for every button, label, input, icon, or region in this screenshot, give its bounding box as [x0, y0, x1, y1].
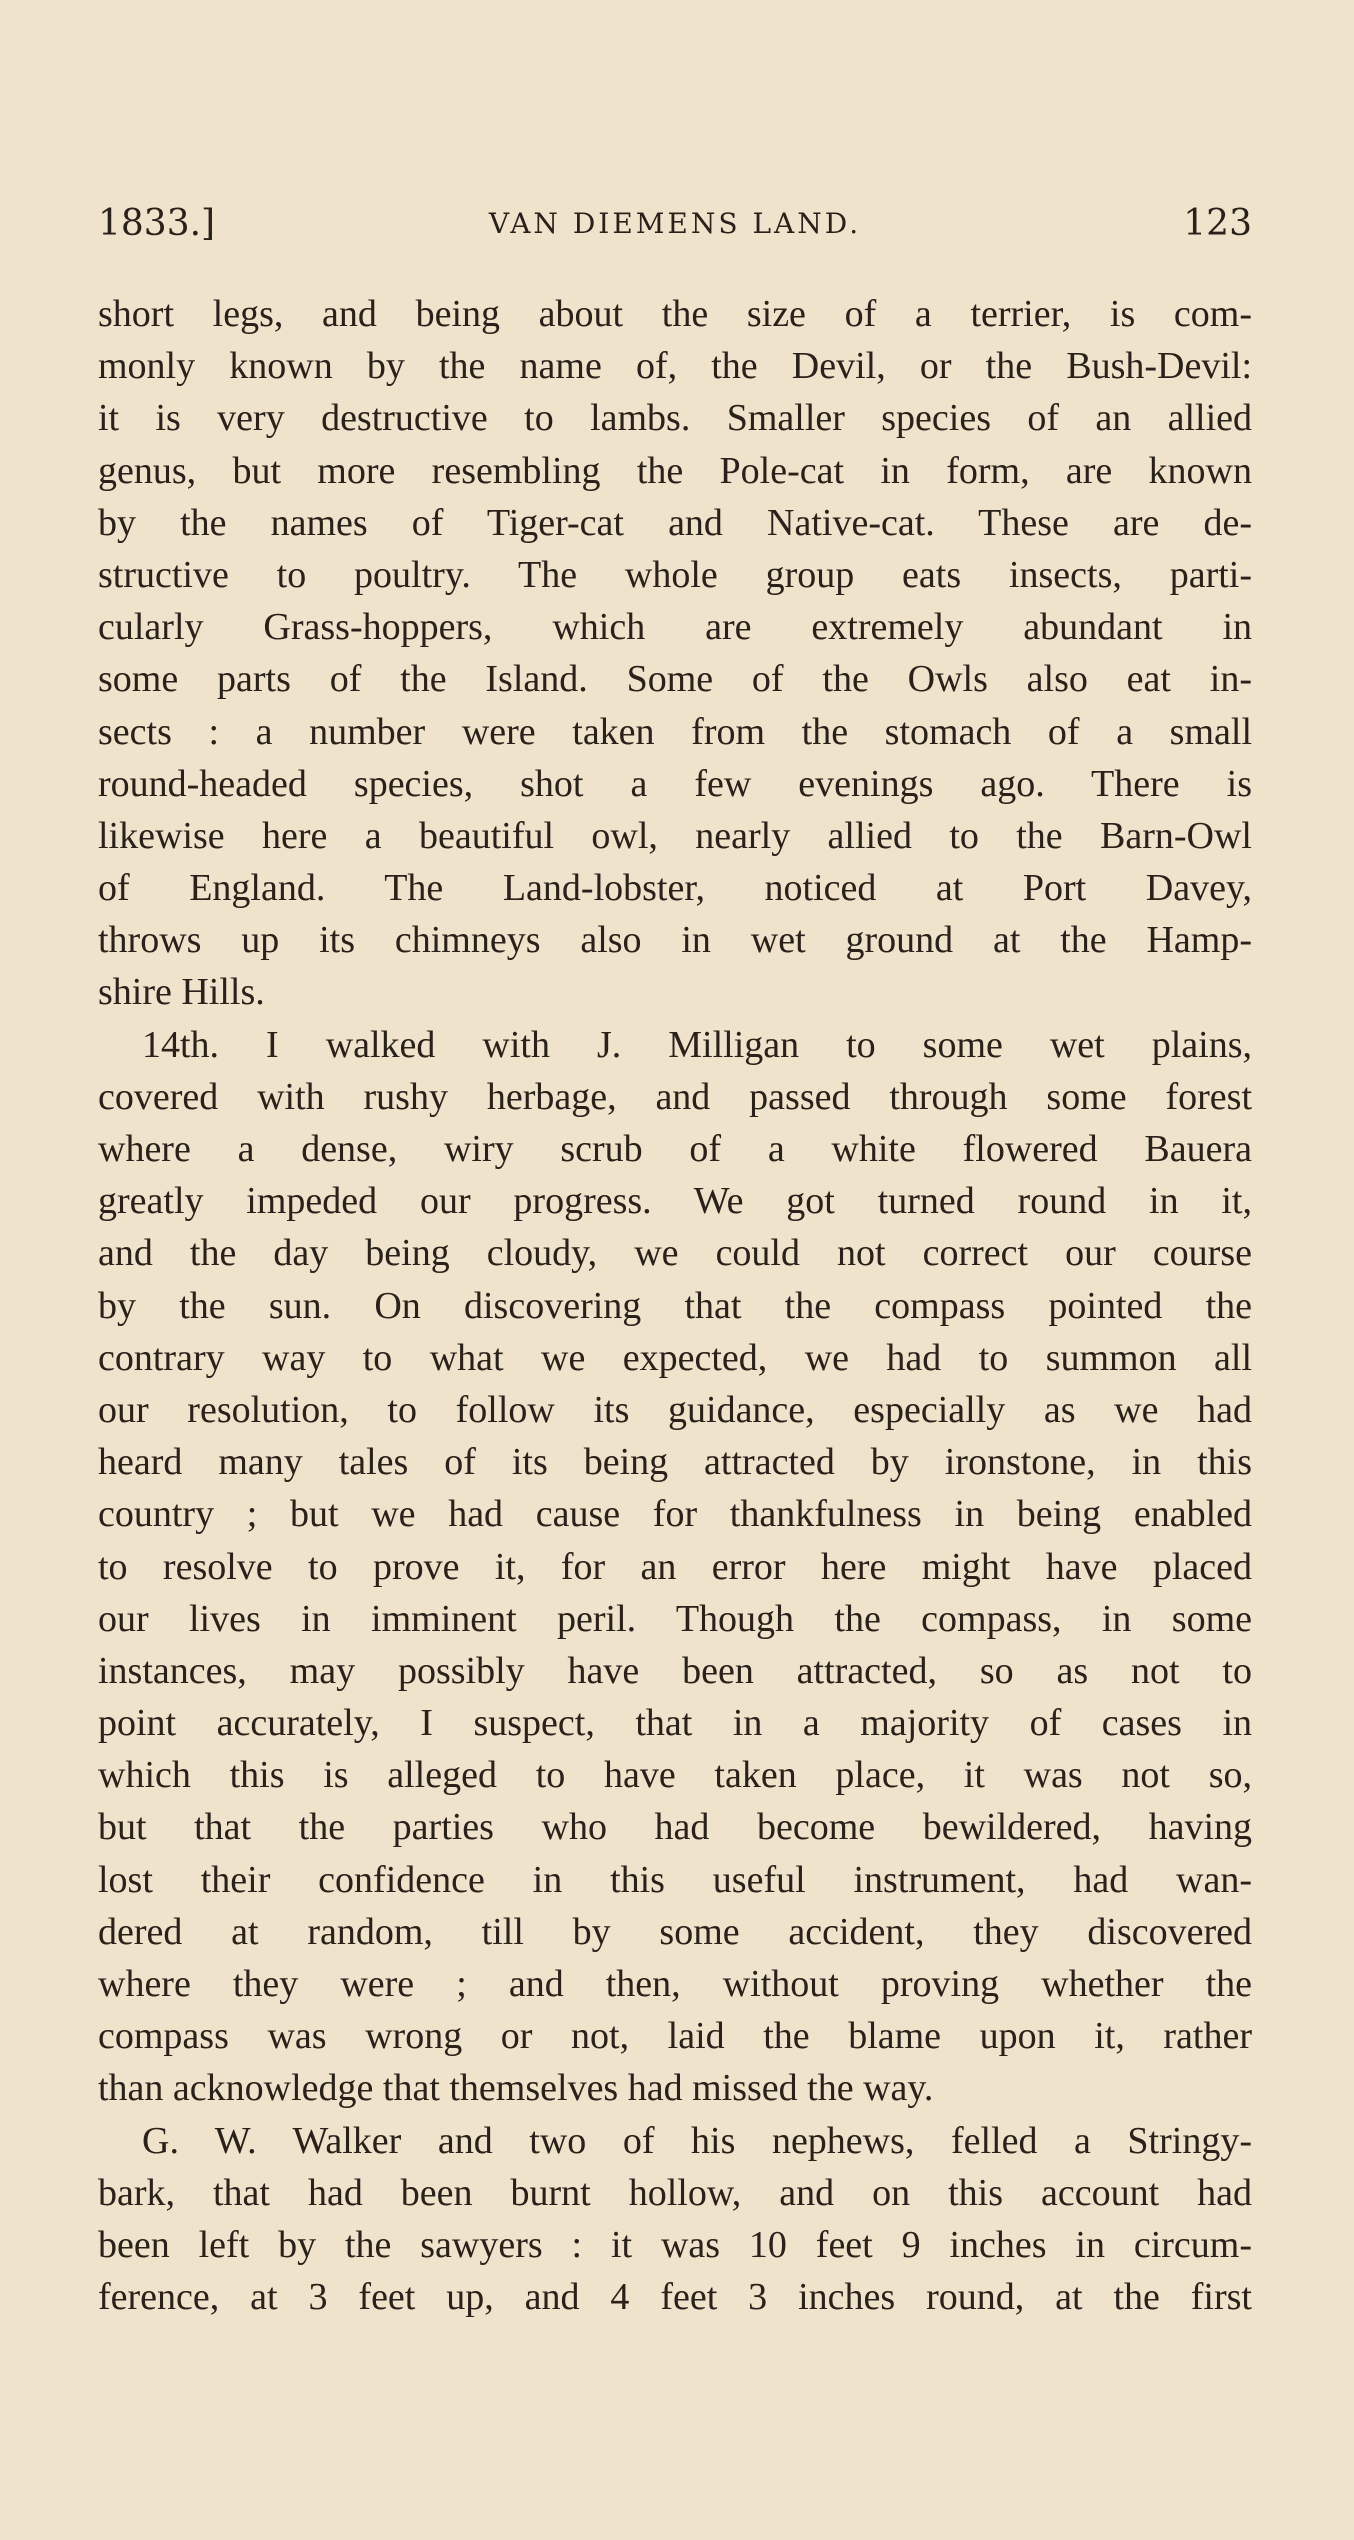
text-line: and the day being cloudy, we could not correct our course — [98, 1232, 1252, 1275]
running-header — [98, 200, 1252, 248]
text-line: lost their confidence in this useful instrument, had wan- — [98, 1858, 1252, 1901]
text-line: our lives in imminent peril. Though the compass, in some — [98, 1597, 1252, 1640]
text-line: bark, that had been burnt hollow, and on this account had — [98, 2171, 1252, 2214]
text-line: contrary way to what we expected, we had to summon all — [98, 1336, 1252, 1379]
text-line: by the sun. On discovering that the compass pointed the — [98, 1284, 1252, 1327]
text-line: by the names of Tiger-cat and Native-cat. These are de- — [98, 501, 1252, 544]
text-line: structive to poultry. The whole group eats insects, parti- — [98, 553, 1252, 596]
text-line: greatly impeded our progress. We got turned round in it, — [98, 1180, 1252, 1223]
text-line: but that the parties who had become bewildered, having — [98, 1806, 1252, 1849]
text-line: some parts of the Island. Some of the Owls also eat in- — [98, 658, 1252, 701]
text-line: to resolve to prove it, for an error here might have placed — [98, 1545, 1252, 1588]
text-line: sects : a number were taken from the stomach of a small — [98, 710, 1252, 753]
text-line: dered at random, till by some accident, they discovered — [98, 1910, 1252, 1953]
text-line: instances, may possibly have been attracted, so as not to — [98, 1649, 1252, 1692]
text-line: where a dense, wiry scrub of a white flowered Bauera — [98, 1128, 1252, 1170]
header-year: 1833.] — [98, 203, 216, 244]
text-line: monly known by the name of, the Devil, or the Bush-Devil: — [98, 345, 1252, 388]
text-line: of England. The Land-lobster, noticed at Port Davey, — [98, 867, 1252, 910]
text-line: heard many tales of its being attracted by ironstone, in this — [98, 1441, 1252, 1484]
text-line: which this is alleged to have taken place, it was not so, — [98, 1754, 1252, 1797]
text-line: country ; but we had cause for thankfulness in being enabled — [98, 1493, 1252, 1536]
text-line: shire Hills. — [98, 971, 265, 1014]
text-line: likewise here a beautiful owl, nearly allied to the Barn-Owl — [98, 814, 1252, 857]
text-line: genus, but more resembling the Pole-cat in form, are known — [98, 449, 1252, 492]
body-text — [98, 288, 1252, 2323]
text-line: throws up its chimneys also in wet ground at the Hamp- — [98, 919, 1252, 962]
text-line: been left by the sawyers : it was 10 feet 9 inches in circum- — [98, 2223, 1252, 2266]
text-line: it is very destructive to lambs. Smaller species of an allied — [98, 397, 1252, 440]
text-line: 14th. I walked with J. Milligan to some wet plains, — [142, 1023, 1252, 1066]
text-line: round-headed species, shot a few evenings ago. There is — [98, 762, 1252, 805]
text-line: than acknowledge that themselves had missed the way. — [98, 2067, 934, 2110]
text-line: cularly Grass-hoppers, which are extremely abundant in — [98, 606, 1252, 649]
text-line: compass was wrong or not, laid the blame upon it, rather — [98, 2015, 1252, 2058]
text-line: covered with rushy herbage, and passed through some forest — [98, 1075, 1252, 1118]
text-line: G. W. Walker and two of his nephews, felled a Stringy- — [142, 2119, 1252, 2162]
text-line: our resolution, to follow its guidance, especially as we had — [98, 1388, 1252, 1431]
text-line: where they were ; and then, without proving whether the — [98, 1963, 1252, 2005]
text-line: point accurately, I suspect, that in a majority of cases in — [98, 1702, 1252, 1745]
text-line: ference, at 3 feet up, and 4 feet 3 inches round, at the first — [98, 2276, 1252, 2319]
text-line: short legs, and being about the size of a terrier, is com- — [98, 293, 1252, 335]
header-title: VAN DIEMENS LAND. — [488, 207, 862, 240]
page-number: 123 — [1183, 203, 1252, 244]
